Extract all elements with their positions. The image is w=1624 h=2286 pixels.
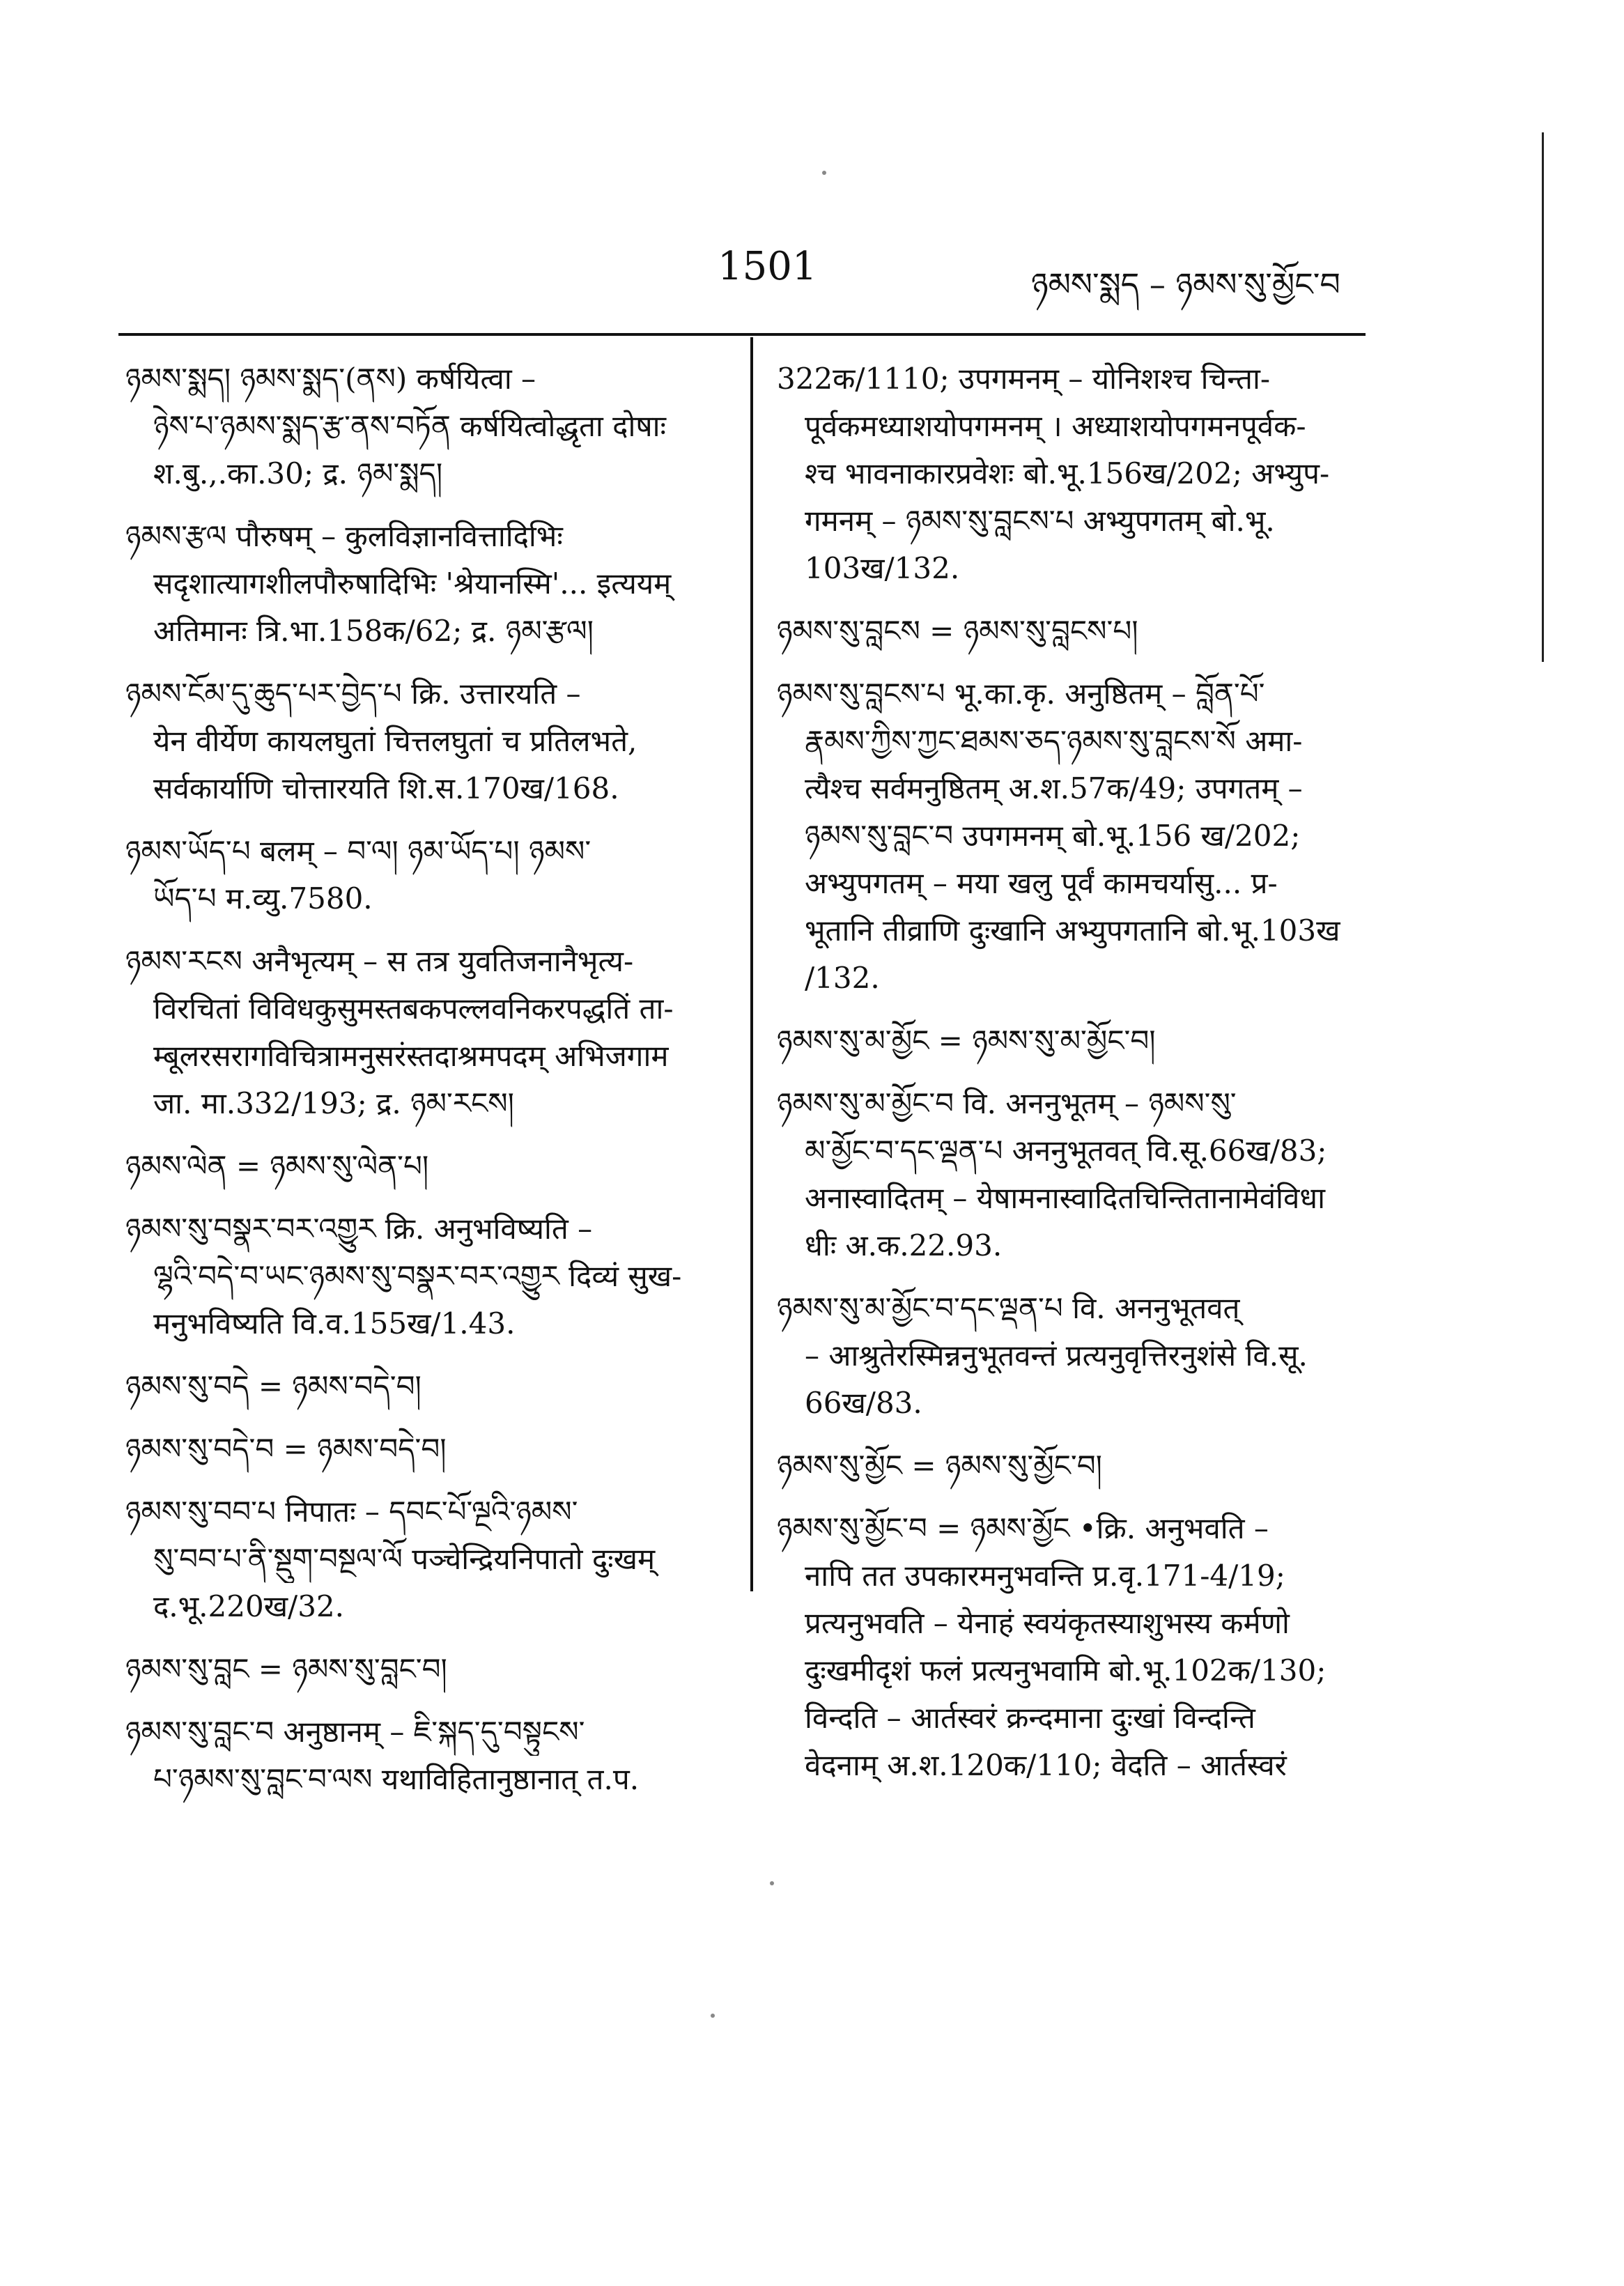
entry-body <box>125 1536 725 1630</box>
running-head: ཉམས་སྨད – ཉམས་སུ་མྱོང་བ <box>1031 265 1340 303</box>
entry-continuation-line: सर्वकार्याणि चोत्तारयति शि.स.170ख/168. <box>153 771 619 805</box>
dictionary-entry <box>125 1363 725 1410</box>
entry-headword-line: ཉམས་ངོམ་དུ་ཆུད་པར་བྱེད་པ क्रि. उत्तारयति – <box>125 677 581 711</box>
entry-body <box>125 718 725 812</box>
right-column <box>777 355 1369 1805</box>
dictionary-entry <box>777 670 1369 1002</box>
entry-body <box>125 875 725 922</box>
entry-continuation-line: अनास्वादितम् – येषामनास्वादितचिन्तितानामेवंविधा <box>805 1181 1326 1215</box>
dictionary-entry <box>777 355 1369 592</box>
page-number: 1501 <box>718 244 817 289</box>
left-column <box>125 355 725 1818</box>
entry-body <box>777 1552 1369 1789</box>
dictionary-entry <box>777 1442 1369 1490</box>
entry-headword-line: ཉམས་སུ་མྱོང = ཉམས་སུ་མྱོང་བ། <box>777 1449 1102 1483</box>
entry-continuation-line: ཡོད་པ म.व्यु.7580. <box>153 881 373 916</box>
entry-continuation-line: गमनम् – ཉམས་སུ་བླངས་པ अभ्युपगतम् बो.भू. <box>805 504 1275 538</box>
entry-continuation-line: /132. <box>805 961 880 995</box>
entry-continuation-line: ཉེས་པ་ཉམས་སྨད་རྩ་ནས་བཏོན कर्षयित्वोद्धृता दोषाः <box>153 409 666 443</box>
entry-continuation-line: अतिमानः त्रि.भा.158क/62; द्र. ཉམ་རྩལ། <box>153 614 594 648</box>
entry-continuation-line: जा. मा.332/193; द्र. ཉམ་རངས། <box>153 1086 514 1120</box>
dictionary-entry <box>125 1708 725 1803</box>
entry-body <box>125 985 725 1127</box>
entry-continuation-line: མ་མྱོང་བ་དང་ལྡན་པ अननुभूतवत् वि.सू.66ख/83; <box>805 1134 1327 1168</box>
entry-continuation-line: विरचितां विविधकुसुमस्तबकपल्लवनिकरपद्धतिं ता- <box>153 991 674 1026</box>
entry-continuation-line: वेदनाम् अ.श.120क/110; वेदति – आर्तस्वरं <box>805 1748 1287 1782</box>
header-rule <box>118 333 1366 336</box>
entry-continuation-line: प्रत्यनुभवति – येनाहं स्वयंकृतस्याशुभस्य कर्मणो <box>805 1606 1290 1640</box>
entry-continuation-line: श्च भावनाकारप्रवेशः बो.भू.156ख/202; अभ्युप- <box>805 456 1330 491</box>
scan-speck <box>770 1881 774 1885</box>
entry-headword-line: ཉམས་སུ་མྱོང་བ = ཉམས་མྱོང •क्रि. अनुभवति – <box>777 1511 1269 1545</box>
entry-headword-line: 322क/1110; उपगमनम् – योनिशश्च चिन्ता- <box>777 362 1271 396</box>
entry-continuation-line: སུ་བབ་པ་ནི་སྡུག་བསྔལ་ལོ पञ्चेन्द्रियनिपातो दुःखम् <box>153 1542 656 1576</box>
dictionary-entry <box>125 1646 725 1693</box>
margin-line <box>1542 132 1544 662</box>
entry-body <box>777 1332 1369 1427</box>
entry-headword-line: ཉམས་སུ་བསྣར་བར་འགྱུར क्रि. अनुभविष्यति – <box>125 1212 593 1246</box>
entry-headword-line: ཉམས་སུ་མ་མྱོང = ཉམས་སུ་མ་མྱོང་བ། <box>777 1024 1156 1058</box>
entry-headword-line: ཉམས་སུ་བླང = ཉམས་སུ་བླང་བ། <box>125 1652 447 1686</box>
entry-continuation-line: अभ्युपगतम् – मया खलु पूर्वं कामचर्यासु... प्र- <box>805 866 1278 900</box>
entry-continuation-line: पूर्वकमध्याशयोपगमनम् । अध्याशयोपगमनपूर्वक- <box>805 409 1306 443</box>
entry-headword-line: ཉམས་རངས अनैभृत्यम् – स तत्र युवतिजनानैभृत्य- <box>125 944 634 978</box>
entry-continuation-line: येन वीर्येण कायलघुतां चित्तलघुतां च प्रतिलभते, <box>153 724 637 758</box>
entry-continuation-line: 66ख/83. <box>805 1386 922 1420</box>
entry-headword-line: ཉམས་སུ་མ་མྱོང་བ་དང་ལྡན་པ वि. अननुभूतवत् <box>777 1291 1240 1325</box>
entry-continuation-line: རྣམས་ཀྱིས་ཀྱང་ཐམས་ཅད་ཉམས་སུ་བླངས་སོ अमा- <box>805 724 1303 758</box>
entry-body <box>125 1253 725 1347</box>
entry-continuation-line: दुःखमीदृशं फलं प्रत्यनुभवामि बो.भू.102क/130; <box>805 1653 1327 1688</box>
entry-continuation-line: – आश्रुतेरस्मिन्ननुभूतवन्तं प्रत्यनुवृत्तिरनुशंसे वि.सू. <box>805 1338 1308 1373</box>
dictionary-entry <box>125 670 725 812</box>
entry-headword-line: ཉམས་སུ་བླངས་པ भू.का.कृ. अनुष्ठितम् – བློན་པོ་ <box>777 677 1265 711</box>
entry-headword-line: ཉམས་སུ་མ་མྱོང་བ वि. अननुभूतम् – ཉམས་སུ་ <box>777 1086 1237 1120</box>
dictionary-entry <box>777 608 1369 655</box>
dictionary-entry <box>125 938 725 1127</box>
dictionary-entry <box>125 513 725 655</box>
entry-continuation-line: ལྷའི་བདེ་བ་ཡང་ཉམས་སུ་བསྣར་བར་འགྱུར दिव्यं सुख- <box>153 1259 682 1293</box>
entry-continuation-line: सदृशात्यागशीलपौरुषादिभिः 'श्रेयानस्मि'... इत्ययम् <box>153 566 672 601</box>
entry-headword-line: ཉམས་སུ་བདེ་བ = ཉམས་བདེ་བ། <box>125 1432 447 1466</box>
entry-continuation-line: 103ख/132. <box>805 551 960 585</box>
entry-continuation-line: भूतानि तीव्राणि दुःखानि अभ्युपगतानि बो.भू.103ख <box>805 913 1340 948</box>
scan-speck <box>822 171 826 175</box>
dictionary-entry <box>125 1143 725 1190</box>
entry-headword-line: ཉམས་སུ་བདེ = ཉམས་བདེ་བ། <box>125 1369 422 1403</box>
scan-speck <box>711 2014 715 2018</box>
entry-body <box>125 403 725 497</box>
entry-body <box>777 1127 1369 1269</box>
entry-headword-line: ཉམས་སུ་བླང་བ अनुष्ठानम् – ཇི་སྐད་དུ་བསྟུངས་ <box>125 1715 585 1749</box>
dictionary-entry <box>125 1426 725 1473</box>
entry-continuation-line: द.भू.220ख/32. <box>153 1589 344 1623</box>
entry-continuation-line: त्यैश्च सर्वमनुष्ठितम् अ.श.57क/49; उपगतम् – <box>805 771 1303 805</box>
entry-body <box>125 1756 725 1803</box>
entry-continuation-line: ཉམས་སུ་བླང་བ उपगमनम् बो.भू.156 ख/202; <box>805 819 1301 853</box>
entry-headword-line: ཉམས་སུ་བླངས = ཉམས་སུ་བླངས་པ། <box>777 614 1138 648</box>
dictionary-entry <box>125 1205 725 1347</box>
entry-continuation-line: मनुभविष्यति वि.व.155ख/1.43. <box>153 1306 516 1341</box>
entry-headword-line: ཉམས་ཡོད་པ बलम् – བ་ལ། ཉམ་ཡོད་པ། ཉམས་ <box>125 834 591 868</box>
entry-continuation-line: श.बु.,.का.30; द्र. ཉམ་སྨད། <box>153 456 443 491</box>
dictionary-entry <box>777 1285 1369 1427</box>
entry-headword-line: ཉམས་ལེན = ཉམས་སུ་ལེན་པ། <box>125 1149 429 1183</box>
entry-headword-line: ཉམས་སྨད། ཉམས་སྨད་(ནས) कर्षयित्वा – <box>125 362 536 396</box>
entry-headword-line: ཉམས་རྩལ पौरुषम् – कुलविज्ञानवित्तादिभिः <box>125 519 563 553</box>
dictionary-entry <box>777 1505 1369 1789</box>
dictionary-entry <box>125 355 725 497</box>
entry-continuation-line: པ་ཉམས་སུ་བླང་བ་ལས यथाविहितानुष्ठानात् त.प. <box>153 1762 640 1796</box>
dictionary-entry <box>125 828 725 922</box>
entry-body <box>777 718 1369 1002</box>
dictionary-entry <box>777 1080 1369 1269</box>
dictionary-entry <box>125 1488 725 1630</box>
entry-continuation-line: विन्दति – आर्तस्वरं क्रन्दमाना दुःखां विन्दन्ति <box>805 1701 1255 1735</box>
entry-continuation-line: धीः अ.क.22.93. <box>805 1228 1003 1262</box>
entry-body <box>125 560 725 655</box>
entry-body <box>777 403 1369 592</box>
entry-continuation-line: म्बूलरसरागविचित्रामनुसरंस्तदाश्रमपदम् अभिजगाम <box>153 1039 669 1073</box>
dictionary-entry <box>777 1017 1369 1065</box>
column-divider <box>750 337 753 1591</box>
entry-continuation-line: नापि तत उपकारमनुभवन्ति प्र.वृ.171-4/19; <box>805 1559 1285 1593</box>
entry-headword-line: ཉམས་སུ་བབ་པ निपातः – དབང་པོ་ལྔའི་ཉམས་ <box>125 1495 578 1529</box>
